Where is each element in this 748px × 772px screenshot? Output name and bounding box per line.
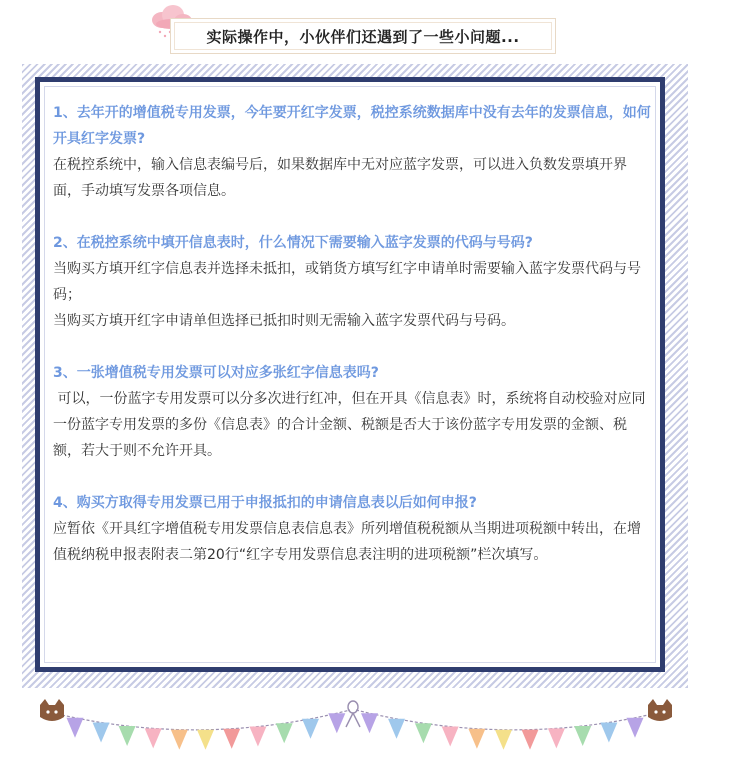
bunting-flag (328, 713, 345, 733)
bunting-flags (67, 713, 644, 750)
bunting-flag (67, 718, 84, 738)
bunting-flag (302, 719, 319, 739)
bunting-flag (223, 729, 240, 749)
bunting-flag (574, 726, 591, 746)
bunting-decoration (0, 695, 748, 772)
answer-3 (53, 386, 653, 464)
page-title-box (170, 18, 556, 54)
answer-paragraph: 当购买方填开红字申请单但选择已抵扣时则无需输入蓝字发票代码与号码。 (53, 313, 515, 329)
question-4: 4、购买方取得专用发票已用于申报抵扣的申请信息表以后如何申报? (53, 495, 477, 511)
answer-2 (53, 256, 653, 334)
bunting-flag (276, 723, 293, 743)
bunting-flag (197, 730, 214, 750)
page-title: 实际操作中，小伙伴们还遇到了一些小问题... (206, 27, 520, 46)
bunting-flag (388, 719, 405, 739)
bunting-flag (361, 713, 378, 733)
answer-paragraph: 可以，一份蓝字专用发票可以分多次进行红冲，但在开具《信息表》时，系统将自动校验对应同一份蓝字专用发票的多份《信息表》的合计金额、税额是否大于该份蓝字专用发票的金额、税额，若大于则不允许开具。 (53, 391, 646, 459)
bunting-flag (93, 722, 110, 742)
question-1: 1、去年开的增值税专用发票，今年要开红字发票，税控系统数据库中没有去年的发票信息，如何开具红字发票? (53, 105, 651, 147)
qa-content (53, 100, 653, 594)
qa-panel (35, 77, 665, 672)
qa-item (53, 100, 653, 204)
qa-item (53, 490, 653, 568)
bunting-flag (415, 723, 432, 743)
bunting-flag (119, 726, 136, 746)
bow-knot-icon (346, 701, 360, 727)
answer-4 (53, 516, 653, 568)
bunting-flag (600, 722, 617, 742)
bunting-flag (145, 728, 162, 748)
cat-head-icon (40, 699, 64, 721)
bunting-flag (468, 729, 485, 749)
question-3: 3、一张增值税专用发票可以对应多张红字信息表吗? (53, 365, 379, 381)
question-2: 2、在税控系统中填开信息表时，什么情况下需要输入蓝字发票的代码与号码? (53, 235, 533, 251)
bunting-flag (521, 730, 538, 750)
cat-head-icon (648, 699, 672, 721)
qa-item (53, 230, 653, 334)
bunting-flag (171, 730, 188, 750)
answer-1 (53, 152, 653, 204)
answer-paragraph: 当购买方填开红字信息表并选择未抵扣，或销货方填写红字申请单时需要输入蓝字发票代码与号码； (53, 261, 641, 303)
answer-paragraph: 应暂依《开具红字增值税专用发票信息表信息表》所列增值税税额从当期进项税额中转出，在增值税纳税申报表附表二第20行“红字专用发票信息表注明的进项税额”栏次填写。 (53, 521, 641, 563)
bunting-flag (626, 718, 643, 738)
bunting-flag (495, 730, 512, 750)
answer-paragraph: 在税控系统中，输入信息表编号后，如果数据库中无对应蓝字发票，可以进入负数发票填开界面，手动填写发票各项信息。 (53, 157, 627, 199)
bunting-flag (442, 727, 459, 747)
qa-item (53, 360, 653, 464)
bunting-flag (249, 727, 266, 747)
bunting-flag (548, 728, 565, 748)
